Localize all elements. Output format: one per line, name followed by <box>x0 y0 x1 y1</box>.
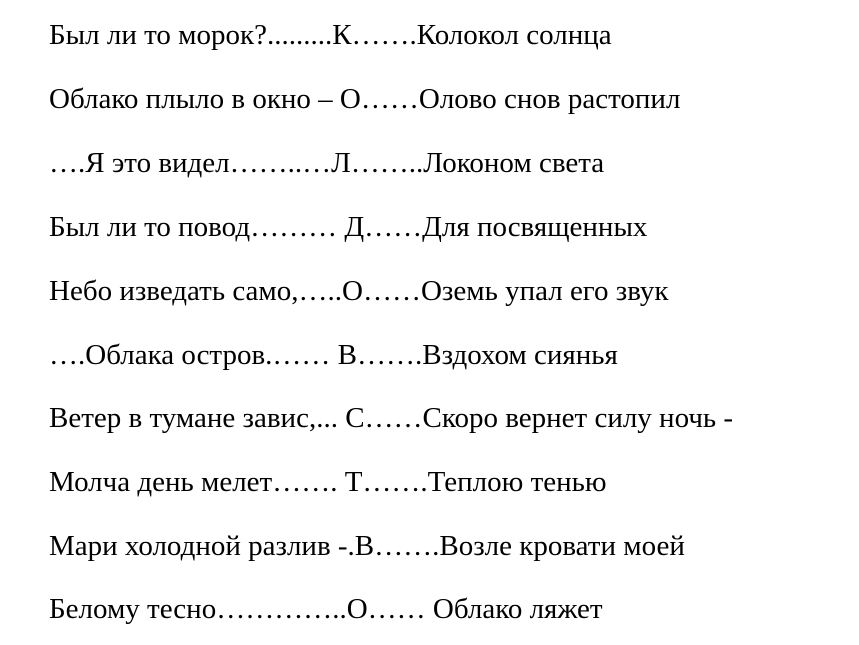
poem-line: Был ли то повод……… Д……Для посвященных <box>49 211 648 243</box>
poem-line: Облако плыло в окно – О……Олово снов растопил <box>49 83 681 115</box>
poem-line: Молча день мелет……. Т…….Теплою тенью <box>49 466 607 498</box>
poem-line: Был ли то морок?.........К…….Колокол солнца <box>49 19 612 51</box>
poem-line: Мари холодной разлив -.В…….Возле кровати моей <box>49 530 685 562</box>
poem-line: Белому тесно…………..О…… Облако ляжет <box>49 593 603 625</box>
poem-line: Ветер в тумане завис,... С……Скоро вернет силу ночь - <box>49 402 734 434</box>
poem-line: Небо изведать само,…..О……Оземь упал его звук <box>49 275 669 307</box>
poem-line: ….Облака остров.…… В…….Вздохом сиянья <box>49 339 618 371</box>
poem-line: ….Я это видел……..…Л……..Локоном света <box>49 147 605 179</box>
